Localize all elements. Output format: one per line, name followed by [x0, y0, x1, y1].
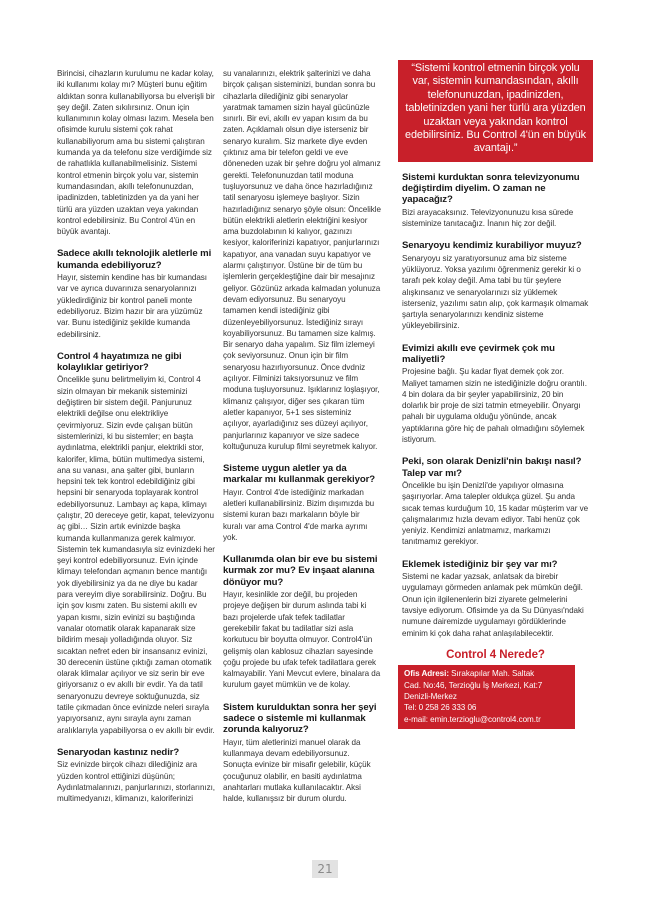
- contact-phone: Tel: 0 258 26 333 06: [404, 703, 477, 713]
- column-3: [402, 62, 589, 729]
- paragraph: su vanalarınızı, elektrik şalterinizi ve daha birçok çalışan sisteminizi, bundan sonra bu cihazlarla dilediğiniz gibi senaryolar yaratmak tamamen sizin hayal gücünüzle sınırlı. Bir evi, akıllı ev yapan kısım da bu zaten. Açıklamalı olsun diye isterseniz bir senaryo kuralım. Siz markete diye evden çıktınız ama bir telefon geldi ve eve döneneden uzak bir şehre doğru yol almanız gerekti. Telefonunuzdan tatil moduna tuşluyorsunuz ve daha önce hazırladığınız tatil senaryosu işlemeye başlıyor. Sizin hazırladığınız senaryo şöyle olsun: Öncelikle bütün elektrikli aletlerin elektriğini kesiyor ama buzdolabının ki kalıyor, gazınızı kesiyor, kaloriferinizi kapatıyor, panjurlarınızı kapatıyor, ana vanadan suyu kapatıyor ve alarmı çalıştırıyor. Üstüne bir de tüm bu işlemlerin gerçekleştiğine dair bir mesajınız geliyor. Gözünüz arkada kalmadan yolunuza devam ediyorsunuz. Bu senaryoyu tamamen kendi istediğiniz gibi düzenleyebiliyorsunuz. İstediğiniz sırayı koyabiliyorsunuz. Bu tamamen size kalmış. Bir senaryo daha yapalım. Siz film izlemeyi çok seviyorsunuz. Onun için bir film senaryosu hazırlıyorsunuz. Önce dvdniz açılıyor. Filminizi taksıyorsunuz ve film moduna tuşluyorsunuz. Işıklarınız loşlaşıyor, klimanız çalışıyor, diğer ses çıkaran tüm aletler kapanıyor, 5+1 ses sisteminiz açılıyor, ayarladığınız ses düzeyi açılıyor, panjurlarınız kapanıyor ve size sadece koltuğunuza kurulup filmi seyretmek kalıyor.: [223, 69, 381, 451]
- question-heading: Peki, son olarak Denizli'nin bakışı nasıl? Talep var mı?: [402, 456, 582, 479]
- column-2: [223, 68, 381, 815]
- address-line-3: Denizli-Merkez: [404, 691, 457, 701]
- question-heading: Kullanımda olan bir eve bu sistemi kurmak zor mu? Ev inşaat alanına dönüyor mu?: [223, 554, 378, 588]
- paragraph: Öncelikle şunu belirtmeliyim ki, Control 4 sizin olmayan bir mekanik sisteminizi değiştiren bir sistem değil. Panjurunuz elektrikli değilse onu elektrikliye çevirmiyoruz. Sizin evde çalışan bütün sistemlerinizi, ki bu sistemler; en başta aydınlatma, elektrikli panjur, elektrikli stor, kalorifer, klima, bütün multimedya sistemi, ana su vanası, ana şalter gibi, bunların hepsini tek tek kontrol edebildiğiniz gibi hepsini bir senaryoda toplayarak kontrol edebiliyorsunuz. Lambayı aç kapa, klimayı çalıştır, 20 dereceye getir, kapat, televizyonu aç gibi… Sizin artık evinizde başka kumanda kullanmanıza gerek kalmıyor. Sistemin tek kumandasıyla siz evinizdeki her şeyi kontrol edebiliyorsunuz. Evin içinde klimayı telefondan açmanın bence mantığı yok diyebilirsiniz ya da ne diye bu kadar para vereyim diye sorabilirsiniz. Doğru. Bu için şov kısmı zaten. Bu sistemi akıllı ev yapan kısmı, sizin evinizi su baştığında vanalar otomatik olarak kapanarak size bildirim mesajı yolladığında oluyor. Siz sıcaktan nefret eden bir insansanız evinizi, 30 derecenin üstüne çıktığı zaman otomatik olarak klimalar açılıyor ve siz serin bir eve giriyorsanız o ev akıllı bir evdir. Ya da tatil senaryonuzu devreye soktuğunuzda, siz tatile çıkmadan önce evinizde neleri sırayla yapıyorsanız, aynı sırayla aynı zaman aralıklarıyla yapabiliyorsa o ev akıllı bir evdir.: [57, 375, 215, 735]
- paragraph: Bizi arayacaksınız. Televizyonunuzu kısa sürede sisteminize tanıtacağız. İnanın hiç zor değil.: [402, 207, 574, 229]
- paragraph: Projesine bağlı. Şu kadar fiyat demek çok zor. Maliyet tamamen sizin ne istediğinizle doğru orantılı. 4 bin dolara da bir şeyler yapabilirsiniz, 20 bin dolarlık bir proje de sizi tatmin etmeyebilir. Önyargı pahalı bir uygulama olduğu yönünde, ancak yaptıklarına göre hiç de pahalı olmadığını söylemek istiyorum.: [402, 367, 587, 445]
- page-number: 21: [312, 860, 337, 878]
- address-label: Ofis Adresi:: [404, 669, 449, 679]
- contact-box: [398, 665, 575, 729]
- paragraph: Sistemi ne kadar yazsak, anlatsak da birebir uygulamayı görmeden anlamak pek mümkün değil. Onun için ilgilenenlerin bizi ziyarete gelmelerini tavsiye ediyorum. Ofisimde ya da Su Dünyası'ndaki numune dairemizde uygulamayı gördüklerinde eminim ki çok daha rahat anlaşılabilecektir.: [402, 572, 584, 638]
- paragraph: Senaryoyu siz yaratıyorsunuz ama biz sisteme yüklüyoruz. Yoksa yazılımı öğrenmeniz gerekir ki o tarafı pek kolay değil. Ama tabi bu tür şeylere alışkınsanız ve senaryolarınızı siz yüklemek isterseniz, yazılımı satın alıp, çok karmaşık olmamak şartıyla senaryolarınızı kendiniz sisteme yükleyebilirsiniz.: [402, 253, 589, 331]
- contact-title: Control 4 Nerede?: [446, 648, 545, 661]
- question-heading: Evimizi akıllı eve çevirmek çok mu maliyetli?: [402, 342, 555, 365]
- contact-email: e-mail: emin.terzioglu@control4.com.tr: [404, 714, 541, 724]
- column-1: [57, 68, 215, 815]
- question-heading: Sistem kurulduktan sonra her şeyi sadece o sistemle mi kullanmak zorunda kalıyoruz?: [223, 701, 377, 736]
- question-heading: Sistemi kurduktan sonra televizyonumu değiştirdim diyelim. O zaman ne yapacağız?: [402, 171, 580, 206]
- paragraph: Hayır, sistemin kendine has bir kumandası var ve ayrıca duvarınıza senaryolarınızı yükledirdiğiniz bir kontrol paneli monte edebiliyoruz. Bizim hazır bir ara yüzümüz var. Bunu istediğiniz şekilde kumanda edebilirsiniz.: [57, 273, 208, 339]
- question-heading: Sisteme uygun aletler ya da markalar mı kullanmak gerekiyor?: [223, 463, 375, 486]
- paragraph: Hayır, tüm aletlerinizi manuel olarak da kullanmaya devam edebiliyorsunuz. Sonuçta evinize bir misafir gelebilir, küçük çocuğunuz olabilir, en basiti aydınlatma anahtarları mutlaka kullanılacaktır. Aksi halde, kullanışsız bir durum olurdu.: [223, 737, 371, 804]
- question-heading: Eklemek istediğiniz bir şey var mı?: [402, 558, 558, 570]
- pull-quote: “Sistemi kontrol etmenin birçok yolu var, sistemin kumandasından, akıllı telefonunuzdan, ipadinizden, tabletinizden yani her türlü ara yüzden uzaktan veya yakından kontrol edebilirsiniz. Bu Control 4'ün en büyük avantajı.”: [398, 60, 593, 162]
- address-line-2: Cad. No:46, Terzioğlu İş Merkezi, Kat:7: [404, 680, 543, 690]
- contact-address-line: [404, 668, 569, 679]
- paragraph: Siz evinizde birçok cihazı dilediğiniz ara yüzden kontrol ettiğinizi düşünün; Aydınlatmalarınızı, panjurlarınızı, storlarınızı, multimedyanızı, klimanızı, kaloriferinizi: [57, 760, 215, 804]
- question-heading: Senaryoyu kendimiz kurabiliyor muyuz?: [402, 240, 582, 252]
- paragraph: Öncelikle bu işin Denizli'de yapılıyor olmasına şaşırıyorlar. Ama talepler oldukça güzel. Şu anda sıcak temas kurduğum 10, 15 kadar müşterim var ve çalışmalarımız hızla devam ediyor. Tabi henüz çok yeniyiz. Kendimizi anlatmamız, markamızı tanıtmamız gerekiyor.: [402, 480, 589, 547]
- paragraph: Hayır, kesinlikle zor değil, bu projeden projeye değişen bir durum aslında tabi ki bazı projelerde ufak tefek tadilatlar gerekebilir fakat bu tadilatlar sizi asla korkutucu bir boyutta olmuyor. Control4'ün gelişmiş olan kablosuz cihazları sayesinde çoğu projede bu ufak tefek tadilatlara gerek kalmayabilir. Yani Mevcut evlere, binalara da kurulum gayet mümkün ve de kolay.: [223, 590, 381, 690]
- paragraph: Hayır. Control 4'de istediğiniz markadan aletleri kullanabilirsiniz. Bizim dışımızda bu sistemi kuran bazı markaların böyle bir kuralı var ama Control 4'de marka ayrımı yok.: [223, 487, 375, 542]
- page-number-area: [0, 860, 650, 878]
- question-heading: Sadece akıllı teknolojik aletlerle mi kumanda edebiliyoruz?: [57, 248, 212, 271]
- paragraph: Birincisi, cihazların kurulumu ne kadar kolay, iki kullanımı kolay mı? Müşteri bunu eğitim aldıktan sonra kullanabiliyorsa bu elverişli bir şey değil. Zaten sıkılırsınız. Onun için kullanımının kolay olması lazım. Mesela ben ofisimde kurulu sistemi çok rahat kullanabiliyorum ama bu sistemi çalıştıran kumanda ya da telefonu size verdiğimde siz de rahatlıkla kullanabilmelisiniz. Sistemi kontrol etmenin birçok yolu var, sistemin kumandasından, akıllı telefonunuzdan, ipadinizden, tabletinizden ya da yani her türlü ara yüzden uzaktan veya yakından kontrol edebilirsiniz. Bu Control 4'ün en büyük avantajı.: [57, 69, 215, 237]
- question-heading: Senaryodan kastınız nedir?: [57, 746, 180, 758]
- address-line-1: Sırakapılar Mah. Saltak: [448, 669, 535, 679]
- question-heading: Control 4 hayatımıza ne gibi kolaylıklar getiriyor?: [57, 350, 182, 374]
